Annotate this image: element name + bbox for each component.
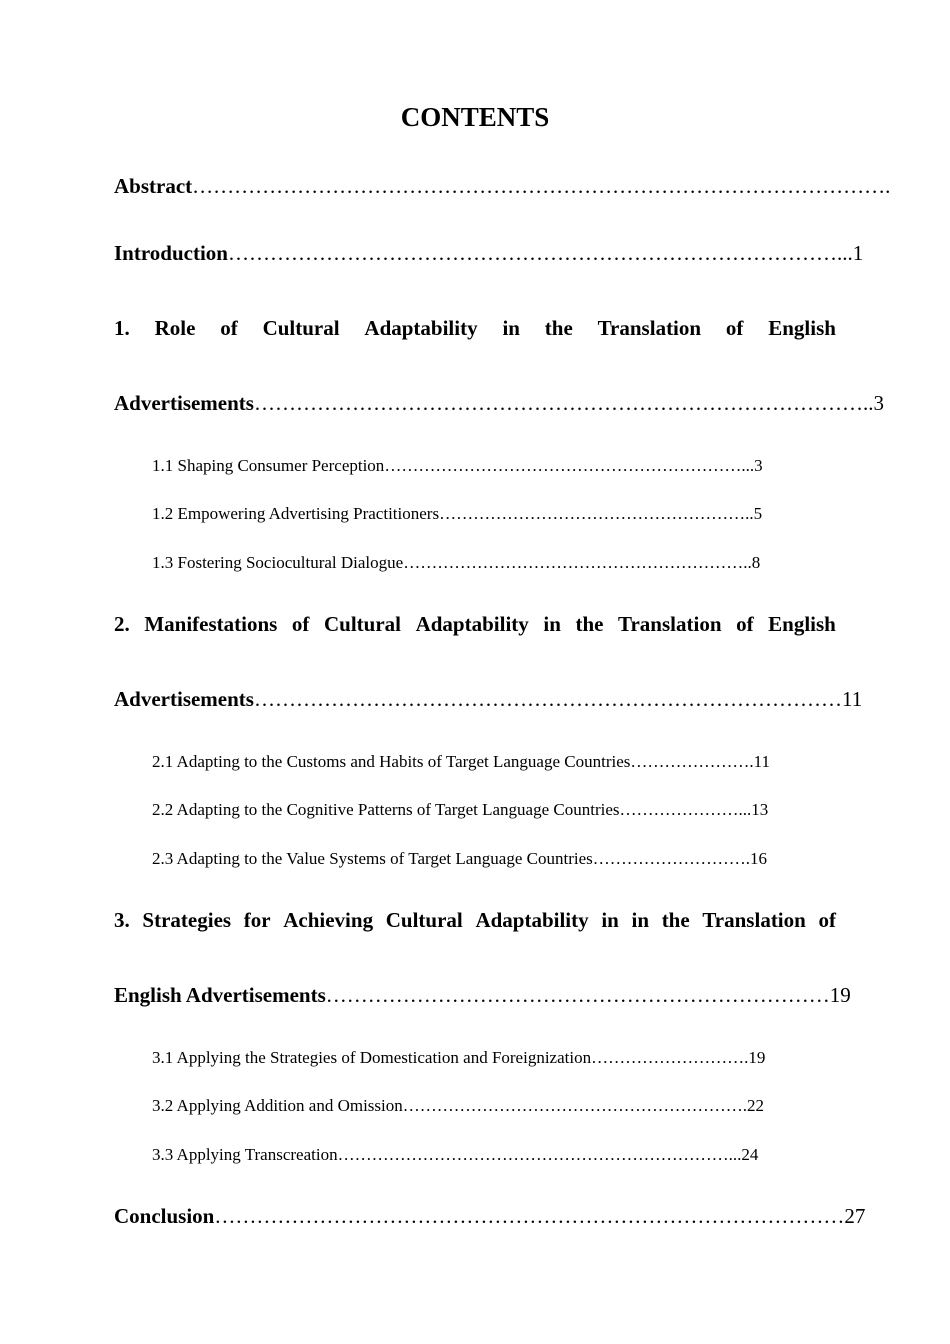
toc-chapter-2-continuation[interactable]	[114, 684, 863, 714]
toc-section-3-2[interactable]	[152, 1094, 837, 1118]
toc-leader: …………………...	[619, 800, 752, 819]
heading-word: Cultural	[262, 316, 340, 340]
toc-page-number: 3	[754, 456, 763, 475]
toc-entry-title: 2.3 Adapting to the Value Systems of Target Language Countries	[152, 849, 593, 868]
heading-word: the	[544, 316, 573, 340]
heading-word: 3.	[114, 908, 130, 932]
toc-page-number: .1	[847, 241, 864, 265]
heading-word: of	[736, 612, 754, 636]
toc-page-number: 3	[873, 391, 884, 415]
toc-entry-title: 2.1 Adapting to the Customs and Habits of Target Language Countries	[152, 752, 631, 771]
toc-section-2-2[interactable]	[152, 798, 837, 822]
toc-leader: ……………………………………………………………………………..	[253, 391, 874, 415]
toc-page-number: 13	[751, 800, 769, 819]
toc-entry-title: 1.3 Fostering Sociocultural Dialogue	[152, 553, 404, 572]
heading-word: Role	[154, 316, 196, 340]
toc-entry-title: Abstract	[114, 174, 193, 198]
toc-leader: ……………………………………………………………………………..	[227, 241, 848, 265]
toc-page-number: 11	[753, 752, 770, 771]
toc-entry-title: 1.1 Shaping Consumer Perception	[152, 456, 385, 475]
toc-leader: …………………………………………………………………………	[253, 687, 842, 711]
toc-leader: ……………………………………………………………...	[337, 1145, 742, 1164]
toc-page-number: 19	[829, 983, 851, 1007]
heading-word: in	[631, 908, 650, 932]
toc-entry-title: 3.3 Applying Transcreation	[152, 1145, 338, 1164]
heading-word: Strategies	[142, 908, 232, 932]
toc-chapter-3-heading[interactable]	[114, 905, 836, 935]
toc-entry-title: 1.2 Empowering Advertising Practitioners	[152, 504, 440, 523]
toc-leader: ………………………………………………………………………………	[214, 1204, 845, 1228]
heading-word: Achieving	[283, 908, 374, 932]
toc-entry-title: Advertisements	[114, 687, 254, 711]
heading-word: Adaptability	[364, 316, 478, 340]
toc-leader: ………………………………………………………...	[384, 456, 755, 475]
toc-entry-conclusion[interactable]	[114, 1201, 866, 1231]
heading-word: in	[601, 908, 619, 932]
toc-section-1-2[interactable]	[152, 502, 837, 526]
toc-page-number: 24	[741, 1145, 759, 1164]
toc-section-3-3[interactable]	[152, 1143, 837, 1167]
toc-entry-title: 2.2 Adapting to the Cognitive Patterns of Target Language Countries	[152, 800, 620, 819]
heading-word: Adaptability	[475, 908, 589, 932]
toc-entry-abstract[interactable]	[114, 171, 891, 201]
toc-chapter-3-continuation[interactable]	[114, 980, 851, 1010]
toc-page-number: 11	[841, 687, 863, 711]
toc-entry-title: Advertisements	[114, 391, 254, 415]
heading-word: for	[243, 908, 271, 932]
heading-word: English	[768, 316, 836, 340]
heading-word: Translation	[618, 612, 722, 636]
toc-leader: ………………….	[630, 752, 754, 771]
toc-chapter-1-continuation[interactable]	[114, 388, 884, 418]
toc-leader: ……………………………………………………………………………………….	[192, 174, 891, 198]
toc-leader: ……………………….	[592, 849, 750, 868]
toc-chapter-2-heading[interactable]	[114, 609, 836, 639]
heading-word: of	[220, 316, 238, 340]
toc-section-1-1[interactable]	[152, 454, 837, 478]
heading-word: English	[768, 612, 836, 636]
toc-section-1-3[interactable]	[152, 551, 837, 575]
toc-page-number: 5	[753, 504, 763, 523]
heading-word: 1.	[114, 316, 130, 340]
page-title: CONTENTS	[400, 102, 550, 132]
heading-word: of	[291, 612, 310, 636]
toc-page-number: 16	[750, 849, 767, 868]
toc-leader: …………………………………………………….	[402, 1096, 748, 1115]
heading-word: in	[502, 316, 520, 340]
toc-page-number: 22	[747, 1096, 765, 1115]
toc-chapter-1-heading[interactable]	[114, 313, 836, 343]
heading-word: Cultural	[385, 908, 463, 932]
heading-word: Translation	[702, 908, 806, 932]
heading-word: 2.	[114, 612, 130, 636]
toc-entry-title: Introduction	[114, 241, 228, 265]
heading-word: Cultural	[323, 612, 401, 636]
toc-entry-title: 3.1 Applying the Strategies of Domestication and Foreignization	[152, 1048, 592, 1067]
toc-section-2-1[interactable]	[152, 750, 837, 774]
toc-leader: ……………………………………………………..	[403, 553, 752, 572]
heading-word: the	[661, 908, 690, 932]
toc-page-number: 27	[844, 1204, 866, 1228]
heading-word: Adaptability	[415, 612, 529, 636]
heading-word: Manifestations	[144, 612, 278, 636]
toc-leader: ………………………………………………………………	[325, 983, 830, 1007]
toc-entry-title: English Advertisements	[114, 983, 326, 1007]
toc-section-3-1[interactable]	[152, 1046, 837, 1070]
toc-leader: ……………………….	[591, 1048, 749, 1067]
heading-word: of	[818, 908, 836, 932]
toc-page-number: 8	[751, 553, 761, 572]
toc-entry-title: 3.2 Applying Addition and Omission	[152, 1096, 403, 1115]
heading-word: the	[575, 612, 604, 636]
heading-word: Translation	[597, 316, 702, 340]
heading-word: in	[543, 612, 561, 636]
toc-entry-title: Conclusion	[114, 1204, 215, 1228]
toc-entry-introduction[interactable]	[114, 238, 864, 268]
toc-section-2-3[interactable]	[152, 847, 837, 871]
toc-page-number: 19	[748, 1048, 766, 1067]
toc-leader: ………………………………………………..	[439, 504, 754, 523]
heading-word: of	[725, 316, 744, 340]
